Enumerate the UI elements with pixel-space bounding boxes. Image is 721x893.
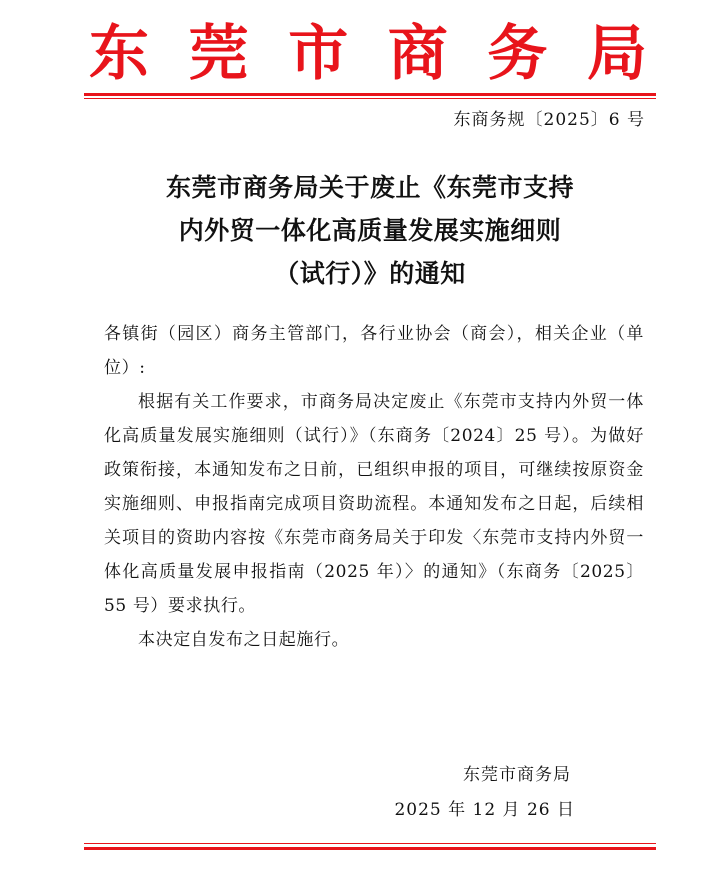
document-title [60,166,680,295]
salutation: 各镇街（园区）商务主管部门，各行业协会（商会），相关企业（单位）: [104,324,644,378]
header-char: 莞 [188,19,249,89]
body-paragraph: 根据有关工作要求，市商务局决定废止《东莞市支持内外贸一体化高质量发展实施细则（试行）》（东商务〔2024〕25 号）。为做好政策衔接，本通知发布之日前，已组织申报的项目，可继续按原资金实施细则、申报指南完成项目资助流程。本通知发布之日起，后续相关项目的资助内容按《东莞市商务局关于印发〈东莞市支持内外贸一体化高质量发展申报指南（2025 年）〉的通知》（东商务〔2025〕55 号）要求执行。 [104,392,644,616]
header-char: 东 [89,19,149,89]
footer-divider-thick [84,847,656,850]
body-paragraph: 本决定自发布之日起施行。 [138,630,350,650]
issue-date: 2025 年 12 月 26 日 [394,800,575,820]
header-char: 商 [387,19,448,89]
title-line: 内外贸一体化高质量发展实施细则 [178,216,562,245]
header-char: 局 [586,19,647,89]
title-line: （试行）》的通知 [274,259,466,288]
header-char: 市 [288,19,349,89]
header-divider-thick [84,93,656,96]
issuing-authority-header [88,18,648,90]
document-number: 东商务规〔2025〕6 号 [453,110,645,130]
header-char: 务 [487,19,548,89]
document-body [104,317,644,657]
header-divider-thin [84,98,656,99]
signature-organization: 东莞市商务局 [463,765,571,785]
title-line: 东莞市商务局关于废止《东莞市支持 [165,173,574,202]
footer-divider-thin [84,843,656,844]
